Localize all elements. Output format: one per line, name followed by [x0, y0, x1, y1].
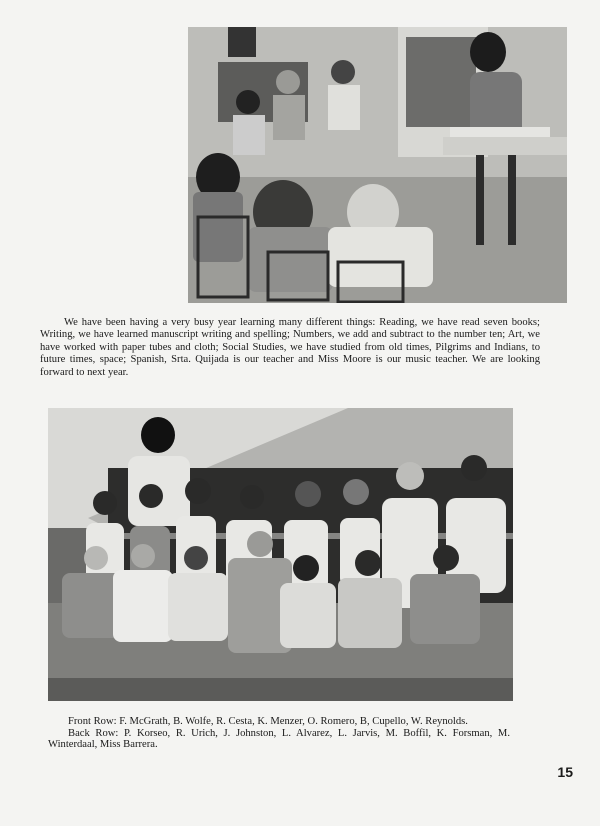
- photo-caption: [48, 716, 510, 751]
- class-activities-paragraph: We have been having a very busy year learning many different things: Reading, we have read seven books; Writing, we have learned manuscript writing and spelling; Numbers, we add and subtract to the number ten; Art, we have worked with paper tubes and cloth; Social Studies, we have studied from old times, Pilgrims and Indians, to future times, space; Spanish, Srta. Quijada is our teacher and Miss Moore is our music teacher. We are looking forward to next year.: [40, 317, 540, 378]
- group-photo-illustration: [48, 408, 513, 701]
- class-group-photo: [48, 408, 513, 701]
- back-row-names: Back Row: P. Korseo, R. Urich, J. Johnston, L. Alvarez, L. Jarvis, M. Boffil, K. Forsman, M. Winterdaal, Miss Barrera.: [48, 727, 510, 750]
- page-number: 15: [557, 764, 573, 780]
- front-row-names: Front Row: F. McGrath, B. Wolfe, R. Cesta, K. Menzer, O. Romero, B, Cupello, W. Reynolds.: [68, 716, 468, 727]
- classroom-photo-illustration: [188, 27, 567, 303]
- classroom-reading-circle-photo: [188, 27, 567, 303]
